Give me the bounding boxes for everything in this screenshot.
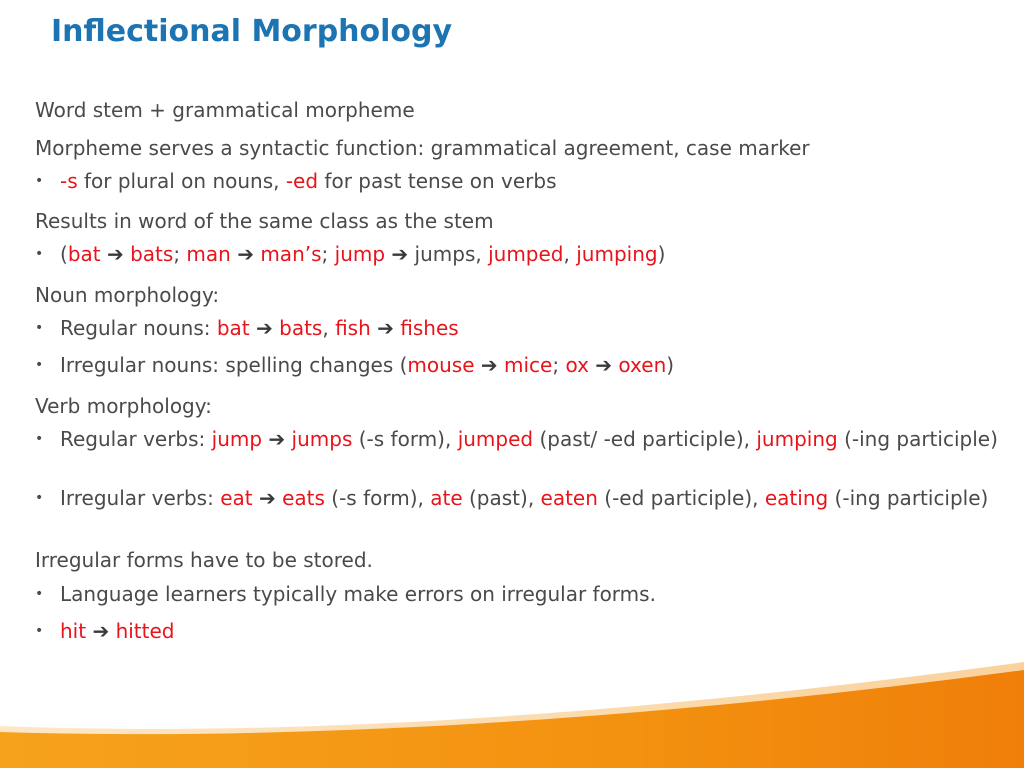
line-irregular-stored: Irregular forms have to be stored. bbox=[35, 548, 373, 572]
text: Language learners typically make errors on irregular forms. bbox=[60, 582, 656, 606]
text: Regular verbs: bbox=[60, 427, 212, 451]
word-eats: eats bbox=[282, 486, 325, 510]
word-eaten: eaten bbox=[540, 486, 598, 510]
text: ; bbox=[552, 353, 566, 377]
text: , bbox=[563, 242, 577, 266]
word-fishes: fishes bbox=[400, 316, 459, 340]
text: Irregular verbs: bbox=[60, 486, 221, 510]
word-jump: jump bbox=[334, 242, 386, 266]
bullet-dot: • bbox=[35, 431, 44, 447]
word-oxen: oxen bbox=[618, 353, 667, 377]
bullet-dot: • bbox=[35, 586, 44, 602]
bullet-dot: • bbox=[35, 246, 44, 262]
bullet-examples bbox=[35, 243, 1010, 265]
word-fish: fish bbox=[335, 316, 371, 340]
word-jumps: jumps, bbox=[408, 242, 489, 266]
word-bats: bats bbox=[130, 242, 174, 266]
line-verb-morphology: Verb morphology: bbox=[35, 394, 212, 418]
word-jumped: jumped bbox=[488, 242, 564, 266]
bullet-dot: • bbox=[35, 173, 44, 189]
word-mice: mice bbox=[504, 353, 553, 377]
arrow-icon: ➔ bbox=[480, 353, 498, 377]
text: (-s form), bbox=[324, 486, 431, 510]
bullet-irregular-verbs bbox=[35, 487, 1010, 509]
text: Irregular nouns: spelling changes ( bbox=[60, 353, 408, 377]
arrow-icon: ➔ bbox=[92, 619, 110, 643]
word-mouse: mouse bbox=[407, 353, 475, 377]
line-noun-morphology: Noun morphology: bbox=[35, 283, 220, 307]
line-morpheme-function: Morpheme serves a syntactic function: grammatical agreement, case marker bbox=[35, 136, 810, 160]
arrow-icon: ➔ bbox=[377, 316, 394, 340]
text: (past), bbox=[462, 486, 541, 510]
text: ; bbox=[321, 242, 335, 266]
bullet-plural-past bbox=[35, 170, 1010, 192]
text: (-ing participle) bbox=[837, 427, 998, 451]
word-man: man bbox=[186, 242, 231, 266]
word-mans: man’s bbox=[260, 242, 322, 266]
line-same-class: Results in word of the same class as the stem bbox=[35, 209, 494, 233]
word-ox: ox bbox=[565, 353, 589, 377]
text: ( bbox=[60, 242, 68, 266]
word-jump: jump bbox=[211, 427, 263, 451]
arrow-icon: ➔ bbox=[258, 486, 276, 510]
word-ate: ate bbox=[430, 486, 463, 510]
arrow-icon: ➔ bbox=[391, 242, 409, 266]
bullet-regular-nouns bbox=[35, 317, 1010, 339]
bullet-irregular-nouns bbox=[35, 354, 1010, 376]
word-jumped: jumped bbox=[457, 427, 534, 451]
arrow-icon: ➔ bbox=[106, 242, 124, 266]
arrow-icon: ➔ bbox=[237, 242, 254, 266]
bullet-regular-verbs bbox=[35, 428, 1010, 450]
orange-wave-decoration bbox=[0, 638, 1024, 768]
word-bats: bats bbox=[279, 316, 323, 340]
word-bat: bat bbox=[67, 242, 101, 266]
text: for plural on nouns, bbox=[77, 169, 286, 193]
word-hitted: hitted bbox=[115, 619, 175, 643]
word-eat: eat bbox=[220, 486, 253, 510]
bullet-dot: • bbox=[35, 490, 44, 506]
word-jumping: jumping bbox=[756, 427, 838, 451]
word-eating: eating bbox=[764, 486, 829, 510]
arrow-icon: ➔ bbox=[256, 316, 273, 340]
text: (-ed participle), bbox=[597, 486, 765, 510]
bullet-learner-errors bbox=[35, 583, 1010, 605]
text: (-ing participle) bbox=[828, 486, 989, 510]
suffix-s: -s bbox=[60, 169, 78, 193]
arrow-icon: ➔ bbox=[268, 427, 286, 451]
bullet-dot: • bbox=[35, 623, 44, 639]
word-bat: bat bbox=[216, 316, 250, 340]
text: (past/ -ed participle), bbox=[533, 427, 757, 451]
line-word-stem: Word stem + grammatical morpheme bbox=[35, 98, 415, 122]
bullet-dot: • bbox=[35, 320, 44, 336]
suffix-ed: -ed bbox=[285, 169, 319, 193]
word-jumps: jumps bbox=[291, 427, 353, 451]
arrow-icon: ➔ bbox=[595, 353, 613, 377]
word-jumping: jumping bbox=[576, 242, 658, 266]
text: ; bbox=[173, 242, 187, 266]
bullet-dot: • bbox=[35, 357, 44, 373]
text: for past tense on verbs bbox=[318, 169, 557, 193]
text: Regular nouns: bbox=[60, 316, 217, 340]
word-hit: hit bbox=[60, 619, 87, 643]
text: ) bbox=[657, 242, 666, 266]
text: , bbox=[322, 316, 336, 340]
text: (-s form), bbox=[352, 427, 458, 451]
slide-title: Inflectional Morphology bbox=[51, 14, 453, 49]
text: ) bbox=[666, 353, 675, 377]
